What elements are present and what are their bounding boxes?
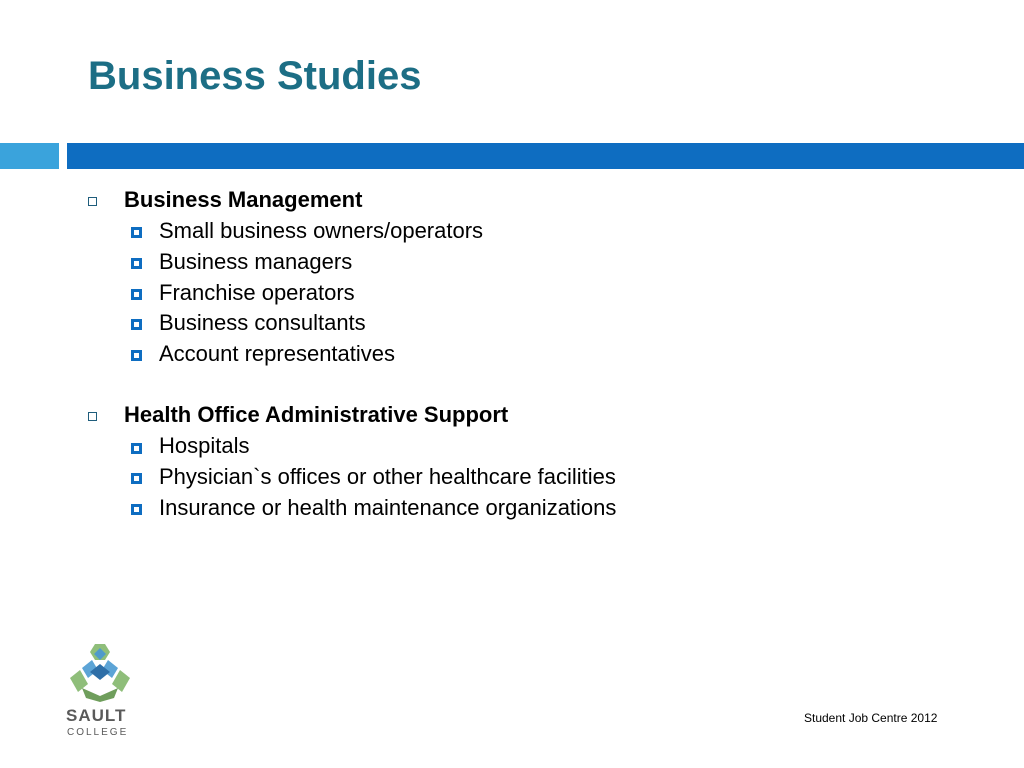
item-bullet-icon: [131, 504, 142, 515]
list-item: Physician`s offices or other healthcare facilities: [159, 464, 616, 489]
section-bullet-icon: [88, 197, 97, 206]
section-heading-health-office: Health Office Administrative Support: [124, 402, 509, 427]
logo-wordmark: SAULT: [66, 706, 127, 725]
item-bullet-icon: [131, 227, 142, 238]
slide-title: Business Studies: [88, 54, 422, 98]
header-band-accent: [0, 143, 59, 169]
item-bullet-icon: [131, 289, 142, 300]
section-bullet-icon: [88, 412, 97, 421]
list-item: Business managers: [159, 249, 353, 274]
list-item: Account representatives: [159, 341, 396, 366]
list-item: Insurance or health maintenance organizations: [159, 495, 617, 520]
logo-subword: COLLEGE: [67, 727, 129, 738]
list-item: Hospitals: [159, 433, 250, 458]
item-bullet-icon: [131, 473, 142, 484]
header-band: [67, 143, 1024, 169]
section-heading-business-management: Business Management: [124, 187, 363, 212]
item-bullet-icon: [131, 443, 142, 454]
item-bullet-icon: [131, 319, 142, 330]
footer-text: Student Job Centre 2012: [804, 711, 938, 725]
item-bullet-icon: [131, 350, 142, 361]
list-item: Franchise operators: [159, 280, 355, 305]
item-bullet-icon: [131, 258, 142, 269]
list-item: Small business owners/operators: [159, 218, 484, 243]
list-item: Business consultants: [159, 310, 366, 335]
